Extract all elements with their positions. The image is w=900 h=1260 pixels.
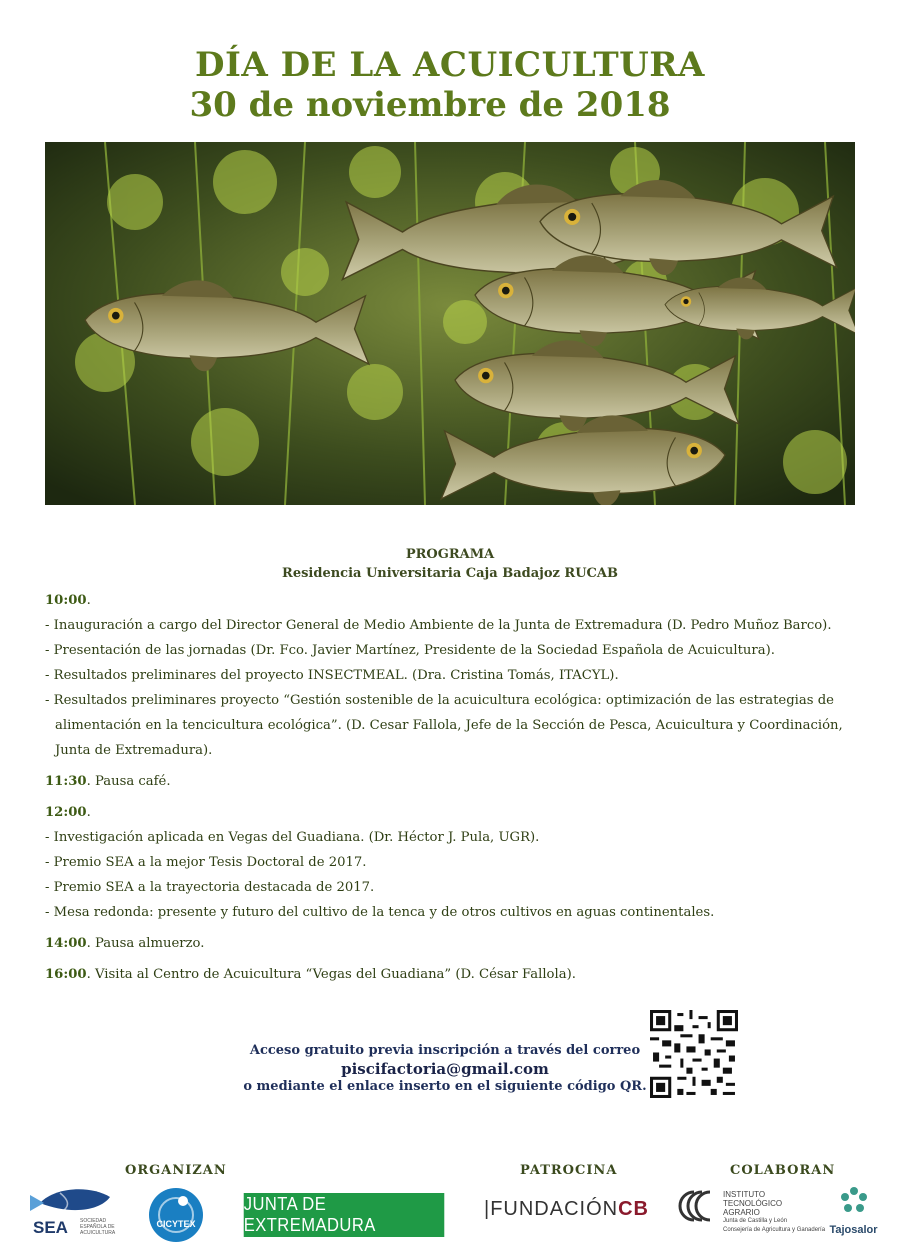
page-title: DÍA DE LA ACUICULTURA: [195, 45, 705, 85]
access-line-1: Acceso gratuito previa inscripción a través del correo: [249, 1043, 641, 1058]
agenda-item: - Mesa redonda: presente y futuro del cultivo de la tenca y de otros cultivos en aguas continentales.: [45, 905, 715, 920]
tajosalor-text: Tajosalor: [829, 1224, 878, 1236]
slot-text: . Pausa café.: [86, 774, 171, 789]
time-label: 11:30: [45, 774, 87, 789]
agenda: [45, 588, 870, 987]
itacyl-logo-text: [723, 1190, 825, 1235]
tajosalor-logo: [826, 1186, 881, 1237]
itacyl-line: TECNOLÓGICO: [723, 1199, 783, 1208]
program-heading: PROGRAMA: [405, 547, 495, 562]
time-label: 10:00: [45, 593, 87, 608]
time-label: 14:00: [45, 936, 87, 951]
time-suffix: .: [86, 805, 91, 820]
hero-image-tench-fish: [45, 142, 855, 505]
event-date: 30 de noviembre de 2018: [189, 85, 671, 125]
time-label: 12:00: [45, 805, 87, 820]
qr-code[interactable]: [650, 1010, 738, 1098]
time-label: 16:00: [45, 967, 87, 982]
sea-logo-fish-icon: [30, 1185, 115, 1217]
agenda-slot-1130: [45, 769, 870, 794]
organizan-label: ORGANIZAN: [125, 1163, 227, 1178]
cicytex-logo-text: CICYTEX: [156, 1219, 196, 1229]
agenda-slot-1600: [45, 962, 870, 987]
agenda-item: - Presentación de las jornadas (Dr. Fco. Javier Martínez, Presidente de la Sociedad Española de Acuicultura).: [45, 643, 775, 658]
agenda-slot-1400: [45, 931, 870, 956]
sea-logo-fullname: SOCIEDAD ESPAÑOLA DE ACUICULTURA: [80, 1218, 116, 1236]
agenda-item: - Premio SEA a la mejor Tesis Doctoral de 2017.: [45, 855, 367, 870]
email-link[interactable]: piscifactoria@gmail.com: [341, 1060, 549, 1078]
itacyl-line: AGRARIO: [723, 1208, 760, 1217]
agenda-item: - Premio SEA a la trayectoria destacada de 2017.: [45, 880, 375, 895]
fundacion-cb-logo: [484, 1198, 649, 1221]
agenda-slot-1000: [45, 588, 870, 613]
agenda-item: - Investigación aplicada en Vegas del Guadiana. (Dr. Héctor J. Pula, UGR).: [45, 830, 540, 845]
tajosalor-flower-icon: [839, 1186, 869, 1214]
colaboran-label: COLABORAN: [730, 1163, 836, 1178]
patrocina-label: PATROCINA: [520, 1163, 618, 1178]
cicytex-logo: [148, 1187, 204, 1243]
agenda-item: - Resultados preliminares proyecto “Gestión sostenible de la acuicultura ecológica: optimización de las estrategias de alimentación en la tencicultura ecológica”. (D. Cesar Fallola, Jefe de la Sección de Pesca, Acuicultura y Coordinación, Junta de Extremadura).: [45, 693, 843, 758]
fundacion-cb-text: CB: [618, 1198, 649, 1220]
agenda-slot-1200: [45, 800, 870, 825]
slot-text: . Pausa almuerzo.: [86, 936, 205, 951]
time-suffix: .: [86, 593, 91, 608]
sea-logo: SEA: [33, 1218, 68, 1237]
itacyl-line: INSTITUTO: [723, 1190, 766, 1199]
itacyl-line: Junta de Castilla y León: [723, 1218, 788, 1224]
itacyl-line: Consejería de Agricultura y Ganadería: [723, 1227, 826, 1233]
agenda-item: - Inauguración a cargo del Director General de Medio Ambiente de la Junta de Extremadura (D. Pedro Muñoz Barco).: [45, 618, 832, 633]
agenda-item: - Resultados preliminares del proyecto INSECTMEAL. (Dra. Cristina Tomás, ITACYL).: [45, 668, 619, 683]
access-info: [180, 1042, 710, 1096]
access-line-2: o mediante el enlace inserto en el siguiente código QR.: [243, 1079, 647, 1094]
program-venue: Residencia Universitaria Caja Badajoz RUCAB: [282, 566, 618, 581]
itacyl-logo-icon: [668, 1188, 720, 1224]
junta-extremadura-logo: JUNTA DE EXTREMADURA: [244, 1193, 445, 1237]
fundacion-text: |FUNDACIÓN: [484, 1198, 619, 1220]
slot-text: . Visita al Centro de Acuicultura “Vegas del Guadiana” (D. César Fallola).: [86, 967, 576, 982]
